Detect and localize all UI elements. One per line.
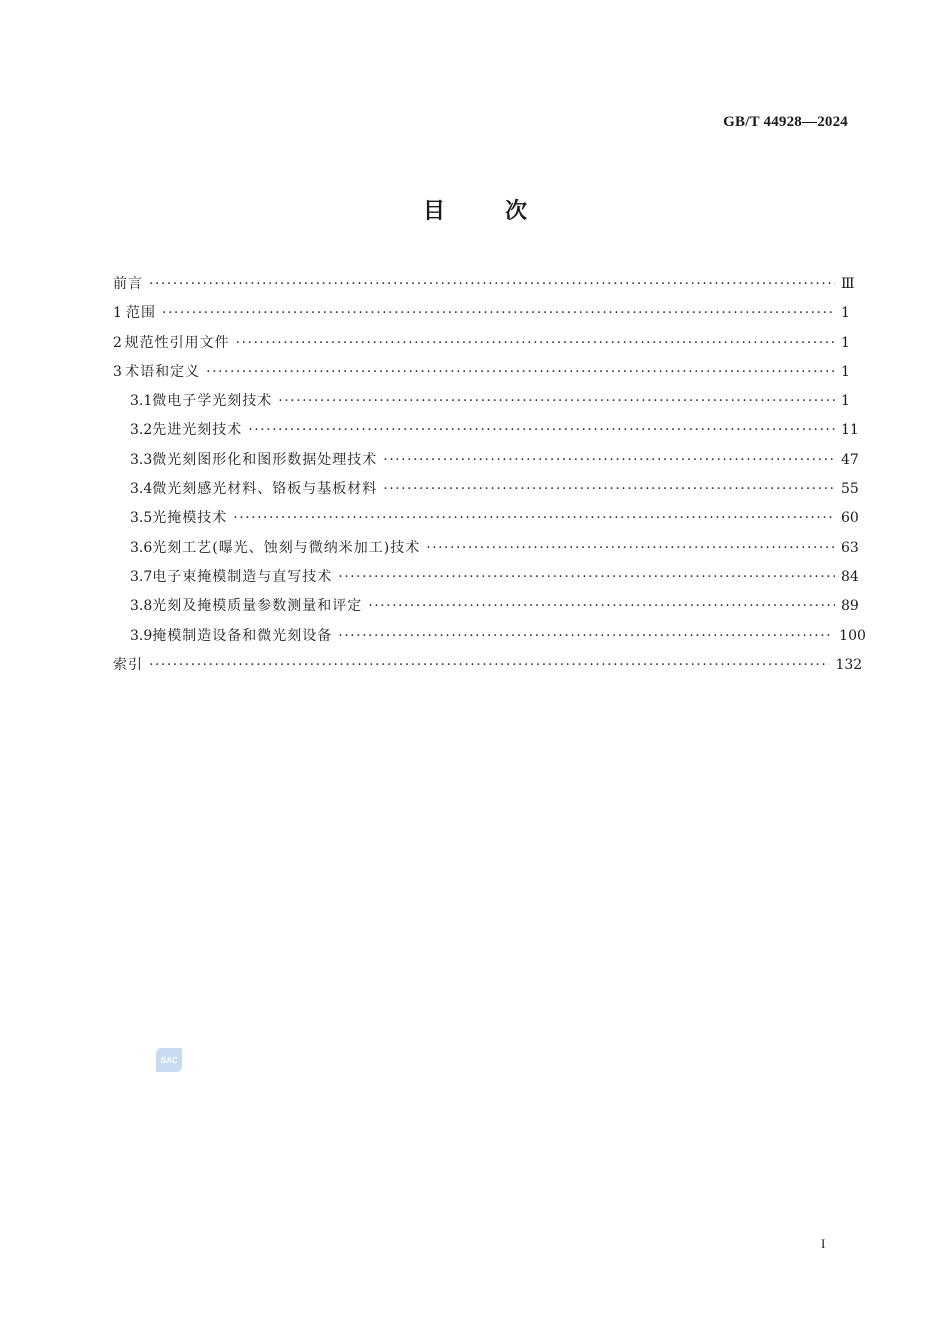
dot-leader [368,592,835,621]
toc-number: 3.2 [130,422,153,439]
toc-label: 掩模制造设备和微光刻设备 [152,627,333,644]
title-char-2: 次 [505,199,528,224]
toc-number: 3 [113,363,122,380]
toc-number: 3.1 [130,393,153,410]
dot-leader [206,358,835,387]
toc-number: 3.6 [130,539,153,556]
title-char-1: 目 [422,199,445,224]
logo-icon [156,1048,182,1072]
toc-page: 1 [841,393,850,410]
toc-label: 光掩模技术 [152,510,228,527]
dot-leader [248,416,835,445]
toc-page: 89 [841,598,859,615]
dot-leader [338,622,833,651]
toc-label: 微电子学光刻技术 [152,393,273,410]
toc-label: 索引 [113,656,143,673]
toc-entry-3-2[interactable] [113,416,859,445]
toc-page: 84 [841,568,859,585]
dot-leader [236,329,835,358]
toc-number: 3.5 [130,510,153,527]
toc-number: 3.7 [130,568,153,585]
toc-number: 3.3 [130,451,153,468]
toc-number: 2 [113,334,122,351]
toc-page: 132 [835,656,863,673]
toc-entry-foreword[interactable] [113,270,855,299]
dot-leader [149,270,835,299]
toc-label: 规范性引用文件 [124,334,230,351]
toc-page: 11 [841,422,859,439]
toc-label: 范围 [126,305,157,322]
toc-number: 3.4 [130,481,153,498]
toc-label: 前言 [113,276,143,292]
toc-entry-3-9[interactable] [113,622,866,651]
toc-page: 100 [839,627,866,644]
dot-leader [149,651,829,680]
dot-leader [383,475,835,504]
page-title [0,194,950,225]
toc-page: 47 [841,451,859,468]
dot-leader [426,534,835,563]
toc-entry-3-1[interactable] [113,387,849,416]
toc-entry-3-5[interactable] [113,504,859,533]
toc-label: 光刻工艺(曝光、蚀刻与微纳米加工)技术 [152,539,421,556]
toc-page: 55 [841,481,859,498]
logo-text: SAC [160,1056,178,1065]
toc-entry-3[interactable] [113,358,849,387]
toc-number: 1 [113,305,122,322]
table-of-contents [113,270,866,680]
dot-leader [233,504,835,533]
toc-entry-3-6[interactable] [113,534,859,563]
toc-page: 1 [841,363,850,380]
toc-entry-2[interactable] [113,329,849,358]
dot-leader [278,387,835,416]
toc-entry-3-7[interactable] [113,563,859,592]
toc-page: 60 [841,510,859,527]
dot-leader [338,563,835,592]
toc-label: 光刻及掩模质量参数测量和评定 [152,598,363,615]
toc-label: 先进光刻技术 [152,422,243,439]
toc-entry-1[interactable] [113,299,849,328]
toc-entry-3-3[interactable] [113,446,859,475]
page-number: I [821,1236,826,1251]
toc-label: 术语和定义 [125,363,201,380]
toc-number: 3.8 [130,598,153,615]
toc-entry-index[interactable] [113,651,863,680]
standard-code: GB/T 44928—2024 [723,114,848,130]
toc-page: 1 [841,305,850,322]
toc-label: 电子束掩模制造与直写技术 [152,568,333,585]
toc-page: 1 [841,334,850,351]
dot-leader [383,446,835,475]
toc-page: Ⅲ [841,276,855,292]
toc-entry-3-8[interactable] [113,592,859,621]
toc-label: 微光刻图形化和图形数据处理技术 [152,451,378,468]
toc-number: 3.9 [130,627,153,644]
toc-entry-3-4[interactable] [113,475,859,504]
toc-page: 63 [841,539,859,556]
dot-leader [162,299,835,328]
toc-label: 微光刻感光材料、铬板与基板材料 [152,481,378,498]
